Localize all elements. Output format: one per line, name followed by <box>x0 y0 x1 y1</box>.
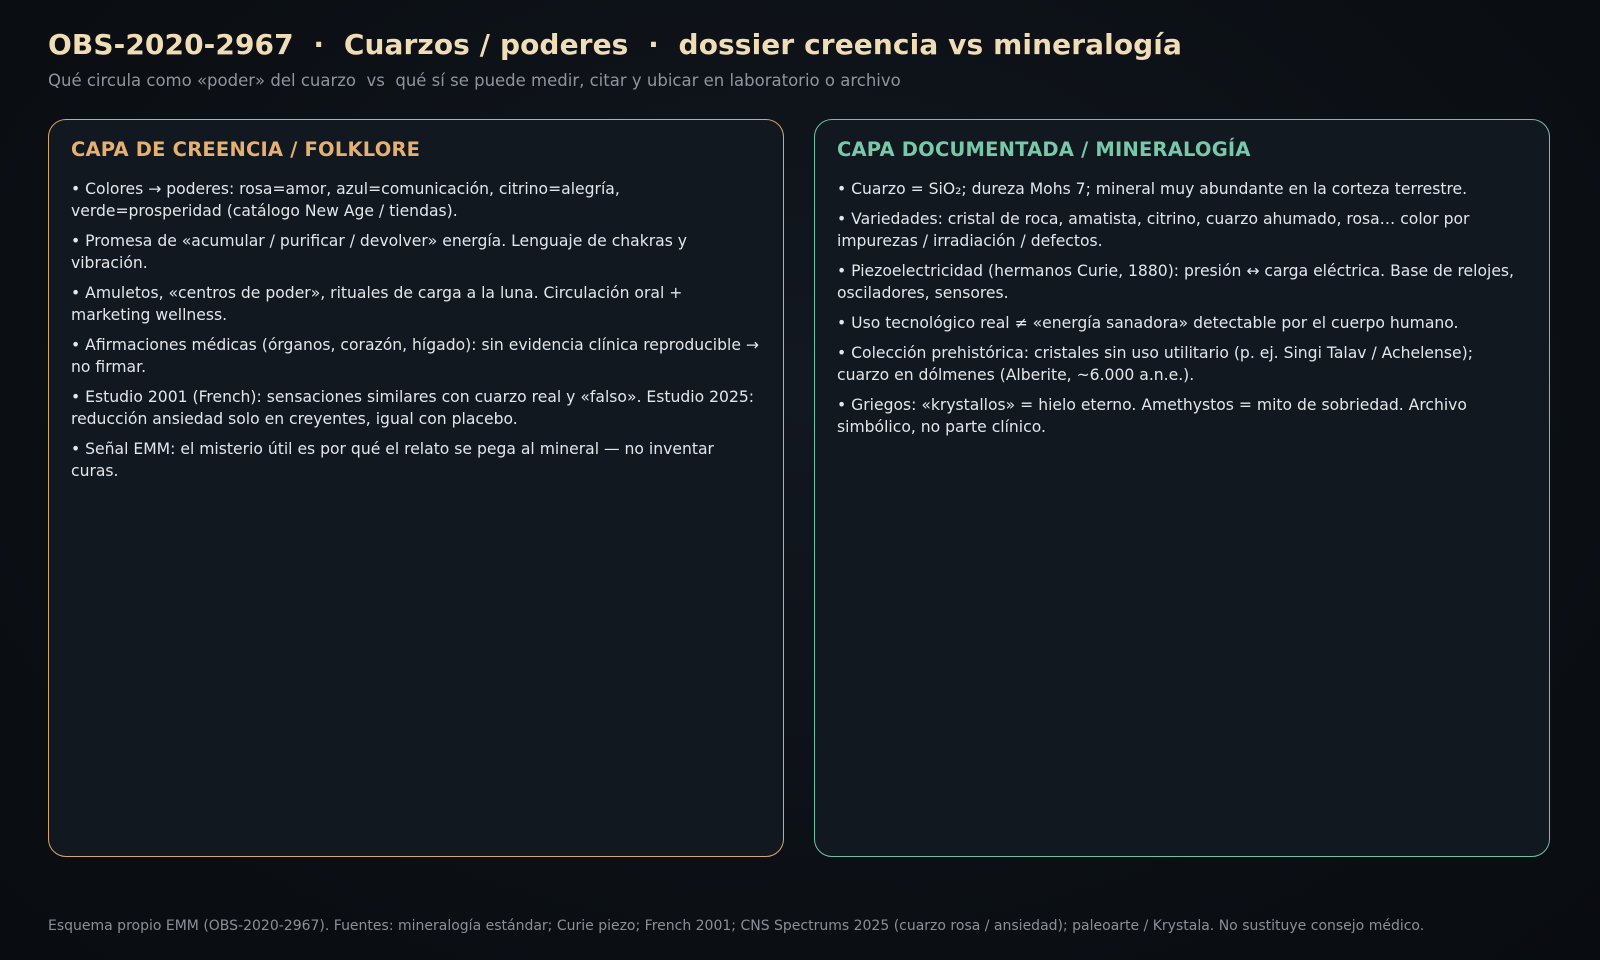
documented-item: • Variedades: cristal de roca, amatista, citrino, cuarzo ahumado, rosa… color por impurezas / irradiación / defectos. <box>837 210 1470 250</box>
documented-item: • Griegos: «krystallos» = hielo eterno. Amethystos = mito de sobriedad. Archivo simbólico, no parte clínico. <box>837 396 1467 436</box>
footer-note: Esquema propio EMM (OBS-2020-2967). Fuentes: mineralogía estándar; Curie piezo; French 2001; CNS Spectrums 2025 (cuarzo rosa / ansiedad); paleoarte / Krystala. No sustituye consejo médico. <box>48 918 1425 934</box>
documented-item: • Piezoelectricidad (hermanos Curie, 1880): presión ↔ carga eléctrica. Base de relojes, osciladores, sensores. <box>837 262 1514 302</box>
documented-list <box>837 178 1527 438</box>
belief-item: • Señal EMM: el misterio útil es por qué el relato se pega al mineral — no inventar curas. <box>71 440 714 480</box>
documented-panel-heading: CAPA DOCUMENTADA / MINERALOGÍA <box>837 138 1251 161</box>
documented-panel <box>814 119 1550 857</box>
belief-item: • Afirmaciones médicas (órganos, corazón, hígado): sin evidencia clínica reproducible → no firmar. <box>71 336 759 376</box>
belief-panel <box>48 119 784 857</box>
documented-item: • Uso tecnológico real ≠ «energía sanadora» detectable por el cuerpo humano. <box>837 314 1459 332</box>
documented-item: • Cuarzo = SiO₂; dureza Mohs 7; mineral muy abundante en la corteza terrestre. <box>837 180 1468 198</box>
page-title: OBS-2020-2967 · Cuarzos / poderes · dossier creencia vs mineralogía <box>48 28 1183 61</box>
belief-panel-heading: CAPA DE CREENCIA / FOLKLORE <box>71 138 421 161</box>
belief-item: • Estudio 2001 (French): sensaciones similares con cuarzo real y «falso». Estudio 2025: reducción ansiedad solo en creyentes, igual con placebo. <box>71 388 755 428</box>
belief-item: • Colores → poderes: rosa=amor, azul=comunicación, citrino=alegría, verde=prosperidad (catálogo New Age / tiendas). <box>71 180 620 220</box>
belief-list <box>71 178 761 482</box>
documented-item: • Colección prehistórica: cristales sin uso utilitario (p. ej. Singi Talav / Achelense); cuarzo en dólmenes (Alberite, ~6.000 a.n.e.). <box>837 344 1473 384</box>
page-subtitle: Qué circula como «poder» del cuarzo vs qué sí se puede medir, citar y ubicar en laboratorio o archivo <box>48 71 901 90</box>
belief-item: • Amuletos, «centros de poder», rituales de carga a la luna. Circulación oral + marketing wellness. <box>71 284 683 324</box>
belief-item: • Promesa de «acumular / purificar / devolver» energía. Lenguaje de chakras y vibración. <box>71 232 688 272</box>
